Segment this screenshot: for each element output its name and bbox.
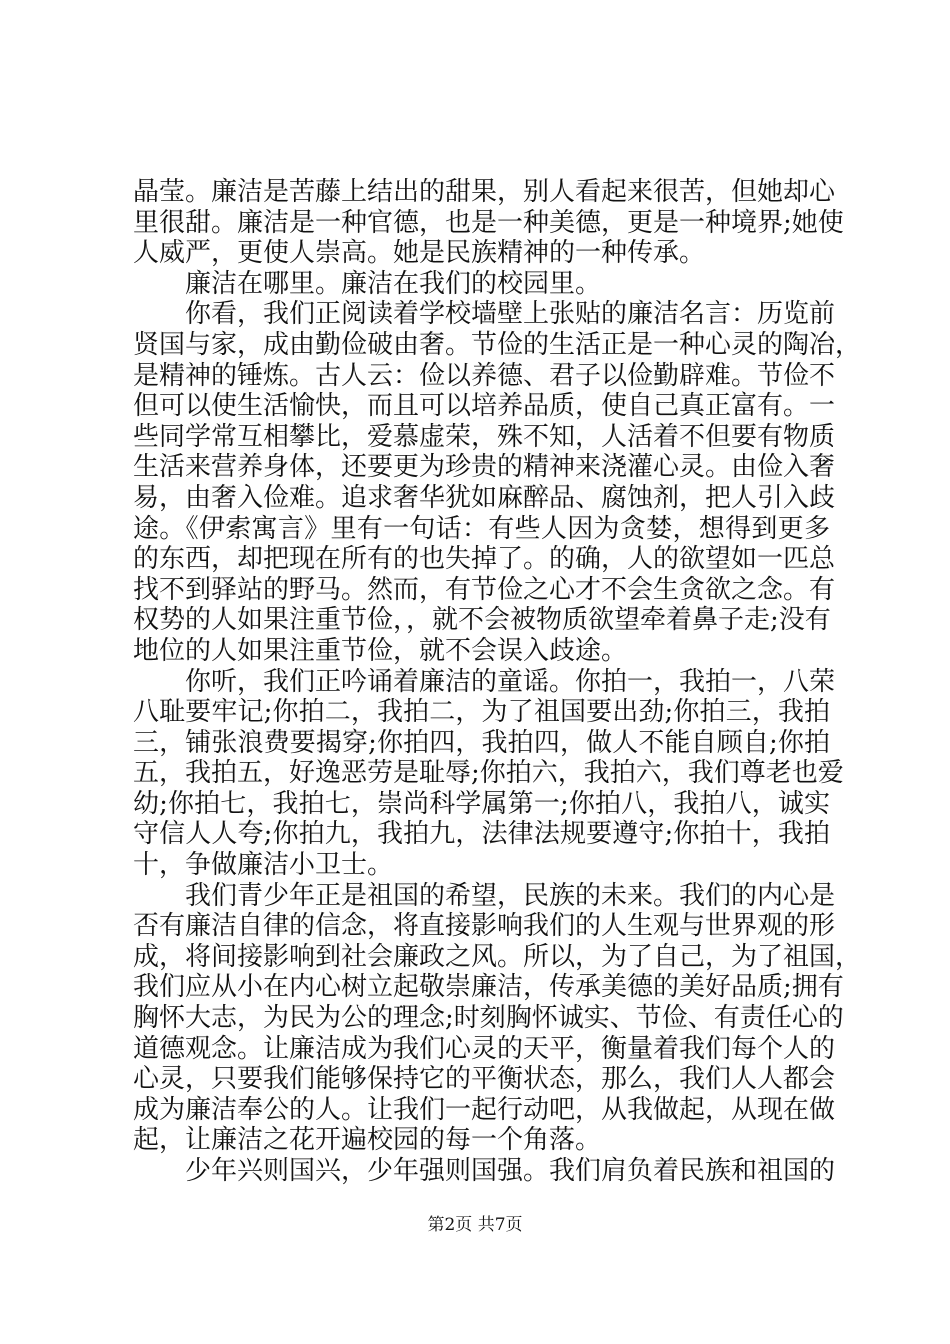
text-line: 守信人人夸;你拍九，我拍九，法律法规要遵守;你拍十，我拍 (133, 819, 830, 850)
text-line: 找不到驿站的野马。然而，有节俭之心才不会生贪欲之念。有 (133, 574, 836, 605)
paragraph-first-line: 你听，我们正吟诵着廉洁的童谣。你拍一，我拍一，八荣 (185, 666, 836, 697)
text-line: 五，我拍五，好逸恶劳是耻辱;你拍六，我拍六，我们尊老也爱 (133, 758, 844, 789)
text-line: 心灵，只要我们能够保持它的平衡状态，那么，我们人人都会 (133, 1064, 836, 1095)
text-line: 但可以使生活愉快，而且可以培养品质，使自己真正富有。一 (133, 391, 836, 422)
text-line: 十，争做廉洁小卫士。 (133, 850, 394, 881)
text-line: 易，由奢入俭难。追求奢华犹如麻醉品、腐蚀剂，把人引入歧 (133, 482, 836, 513)
text-line: 起，让廉洁之花开遍校园的每一个角落。 (133, 1125, 602, 1156)
text-line: 成，将间接影响到社会廉政之风。所以，为了自己，为了祖国， (133, 941, 862, 972)
paragraph-first-line: 少年兴则国兴，少年强则国强。我们肩负着民族和祖国的 (185, 1156, 836, 1186)
text-line: 我们应从小在内心树立起敬崇廉洁，传承美德的美好品质;拥有 (133, 972, 844, 1003)
text-line: 胸怀大志，为民为公的理念;时刻胸怀诚实、节俭、有责任心的 (133, 1003, 844, 1034)
text-line: 生活来营养身体，还要更为珍贵的精神来浇灌心灵。由俭入奢 (133, 452, 836, 483)
paragraph-first-line: 你看，我们正阅读着学校墙壁上张贴的廉洁名言：历览前 (185, 299, 836, 330)
text-line: 是精神的锤炼。古人云：俭以养德、君子以俭勤辟难。节俭不 (133, 360, 836, 391)
text-line: 成为廉洁奉公的人。让我们一起行动吧，从我做起，从现在做 (133, 1094, 836, 1125)
text-line: 些同学常互相攀比，爱慕虚荣，殊不知，人活着不但要有物质 (133, 421, 836, 452)
text-line: 八耻要牢记;你拍二，我拍二，为了祖国要出劲;你拍三，我拍 (133, 697, 830, 728)
text-line: 贤国与家，成由勤俭破由奢。节俭的生活正是一种心灵的陶冶， (133, 329, 862, 360)
text-line: 否有廉洁自律的信念，将直接影响我们的人生观与世界观的形 (133, 911, 836, 942)
text-line: 的东西，却把现在所有的也失掉了。的确，人的欲望如一匹总 (133, 544, 836, 575)
text-line: 幼;你拍七，我拍七，崇尚科学属第一;你拍八，我拍八，诚实 (133, 788, 830, 819)
text-line: 道德观念。让廉洁成为我们心灵的天平，衡量着我们每个人的 (133, 1033, 836, 1064)
text-line: 晶莹。廉洁是苦藤上结出的甜果，别人看起来很苦，但她却心 (133, 177, 836, 207)
text-line: 人威严，更使人崇高。她是民族精神的一种传承。 (133, 238, 706, 269)
text-line: 地位的人如果注重节俭，就不会误入歧途。 (133, 635, 628, 666)
page-number-footer: 第2页 共7页 (427, 1215, 523, 1235)
paragraph-first-line: 我们青少年正是祖国的希望，民族的未来。我们的内心是 (185, 880, 836, 911)
document-body (133, 177, 862, 1187)
paragraph-first-line: 廉洁在哪里。廉洁在我们的校园里。 (185, 268, 602, 299)
text-line: 权势的人如果注重节俭，，就不会被物质欲望牵着鼻子走;没有 (133, 605, 831, 636)
text-line: 途。《伊索寓言》里有一句话：有些人因为贪婪，想得到更多 (133, 513, 830, 544)
text-line: 三，铺张浪费要揭穿;你拍四，我拍四，做人不能自顾自;你拍 (133, 727, 830, 758)
text-line: 里很甜。廉洁是一种官德，也是一种美德，更是一种境界;她使 (133, 207, 844, 238)
